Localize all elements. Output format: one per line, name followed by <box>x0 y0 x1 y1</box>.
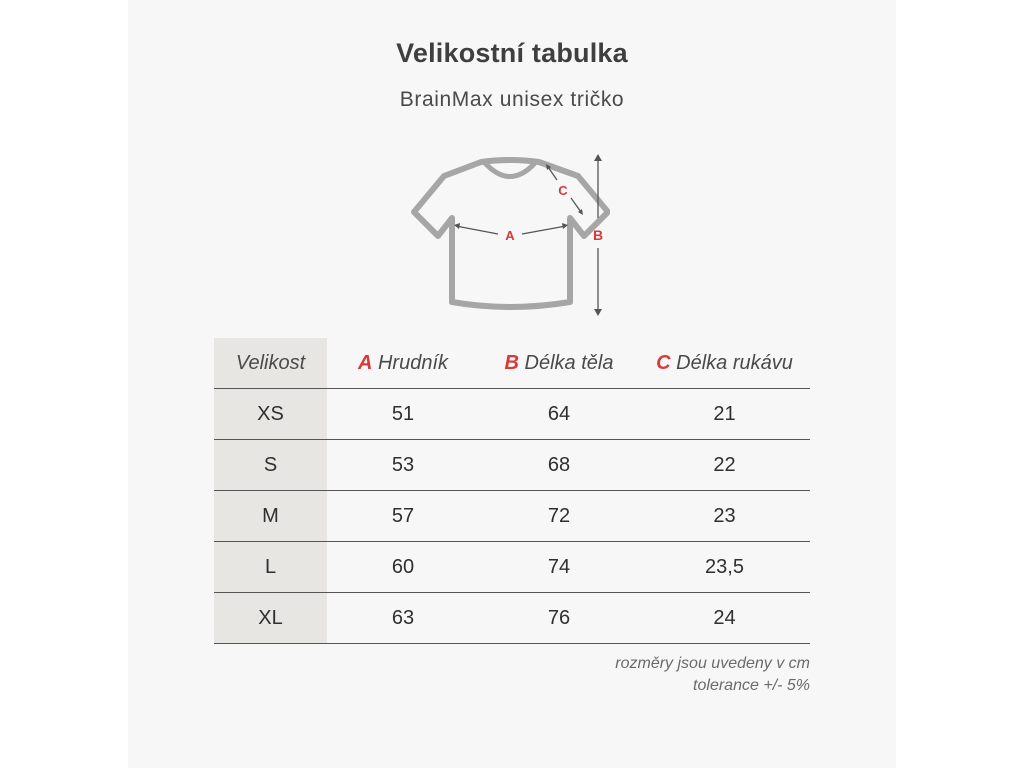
cell-chest: 51 <box>327 389 479 440</box>
cell-body-length: 68 <box>479 440 639 491</box>
cell-sleeve-length: 24 <box>639 593 810 644</box>
body-length-indicator <box>584 152 612 318</box>
header-size-label: Velikost <box>235 351 306 374</box>
chest-arrow-line-right <box>522 226 566 234</box>
cell-chest: 63 <box>327 593 479 644</box>
label-c: C <box>558 183 568 198</box>
header-chest-label: Hrudník <box>377 351 449 374</box>
header-chest <box>327 338 479 389</box>
cell-sleeve-length: 22 <box>639 440 810 491</box>
table-header-row <box>214 338 810 389</box>
cell-chest: 57 <box>327 491 479 542</box>
cell-size: XS <box>214 389 327 440</box>
size-notes <box>615 653 810 697</box>
header-sleeve-length <box>639 338 810 389</box>
cell-size: S <box>214 440 327 491</box>
page-title: Velikostní tabulka <box>396 38 628 68</box>
size-table <box>214 338 810 644</box>
table-row <box>214 491 810 542</box>
header-body-length-label: Délka těla <box>524 351 614 374</box>
cell-body-length: 74 <box>479 542 639 593</box>
cell-body-length: 76 <box>479 593 639 644</box>
cell-sleeve-length: 21 <box>639 389 810 440</box>
size-chart-card <box>128 0 896 768</box>
tshirt-diagram <box>410 150 610 320</box>
tolerance-note: tolerance +/- 5% <box>693 677 810 694</box>
cell-sleeve-length: 23,5 <box>639 542 810 593</box>
label-a: A <box>505 228 515 243</box>
label-b: B <box>592 227 604 243</box>
table-row <box>214 440 810 491</box>
cell-body-length: 64 <box>479 389 639 440</box>
chest-arrow-line-left <box>456 226 498 234</box>
table-row <box>214 593 810 644</box>
tshirt-collar <box>485 163 535 177</box>
cell-size: M <box>214 491 327 542</box>
body-length-arrowhead-top <box>594 154 602 161</box>
product-subtitle: BrainMax unisex tričko <box>399 88 625 111</box>
header-body-length-letter: B <box>504 351 519 374</box>
cell-size: L <box>214 542 327 593</box>
header-sleeve-length-letter: C <box>656 351 671 374</box>
sleeve-arrow-bottom <box>571 198 581 212</box>
cell-size: XL <box>214 593 327 644</box>
cell-chest: 60 <box>327 542 479 593</box>
table-row <box>214 389 810 440</box>
cell-sleeve-length: 23 <box>639 491 810 542</box>
cell-body-length: 72 <box>479 491 639 542</box>
table-row <box>214 542 810 593</box>
header-chest-letter: A <box>357 351 373 374</box>
units-note: rozměry jsou uvedeny v cm <box>615 655 810 672</box>
header-body-length <box>479 338 639 389</box>
header-sleeve-length-label: Délka rukávu <box>676 351 793 374</box>
cell-chest: 53 <box>327 440 479 491</box>
header-size <box>214 338 327 389</box>
body-length-arrowhead-bottom <box>594 309 602 316</box>
